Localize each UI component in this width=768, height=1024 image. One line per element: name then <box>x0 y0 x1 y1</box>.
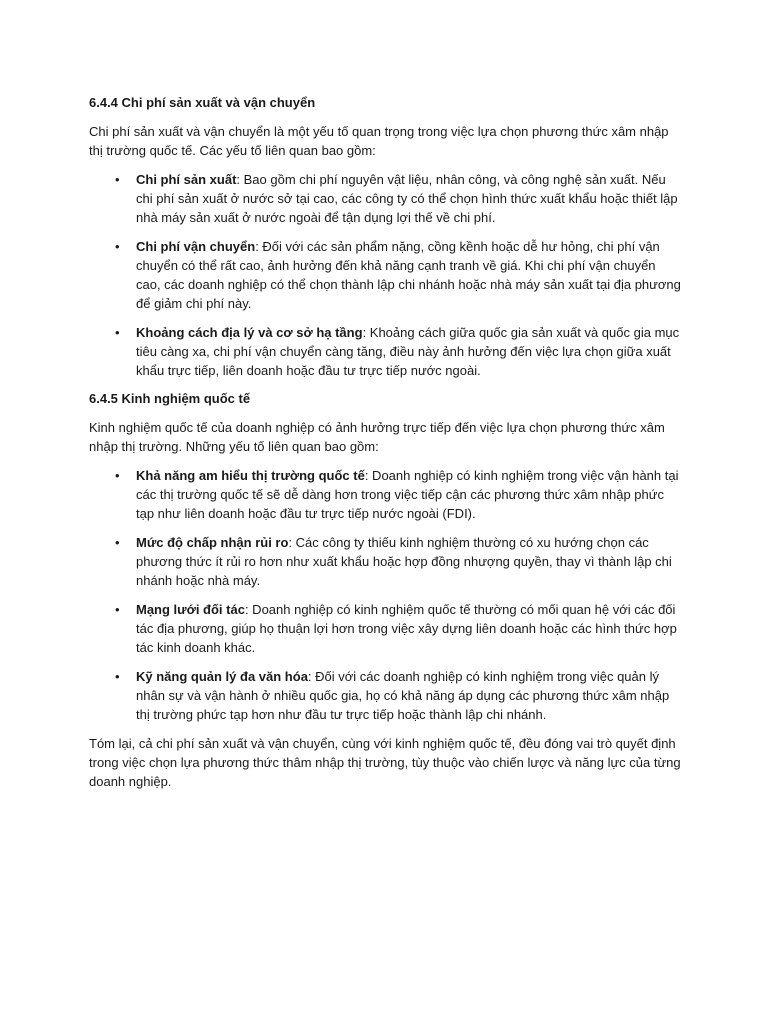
section-heading-6-4-4: 6.4.4 Chi phí sản xuất và vận chuyển <box>89 95 316 110</box>
bullet-icon: • <box>115 239 120 254</box>
bullet-list-6-4-4 <box>89 170 682 380</box>
bullet-icon: • <box>115 468 120 483</box>
item-term: Chi phí vận chuyển <box>136 239 256 254</box>
list-item <box>89 600 682 657</box>
item-term: Kỹ năng quản lý đa văn hóa <box>136 669 308 684</box>
item-term: Chi phí sản xuất <box>136 172 237 187</box>
list-item <box>89 323 682 380</box>
list-item <box>89 533 682 590</box>
section-intro-6-4-5: Kinh nghiệm quốc tế của doanh nghiệp có ảnh hưởng trực tiếp đến việc lựa chọn phương thức xâm nhập thị trường. Những yếu tố liên quan bao gồm: <box>89 420 665 454</box>
section-heading-6-4-5: 6.4.5 Kinh nghiệm quốc tế <box>89 391 251 406</box>
item-text: : Các công ty thiếu kinh nghiệm thường có xu hướng chọn các phương thức ít rủi ro hơn như xuất khẩu hoặc hợp đồng nhượng quyền, thay vì thành lập chi nhánh hoặc nhà máy. <box>136 535 672 588</box>
item-text: : Đối với các doanh nghiệp có kinh nghiệm trong việc quản lý nhân sự và vận hành ở nhiều quốc gia, họ có khả năng áp dụng các phương thức xâm nhập thị trường phức tạp hơn như đầu tư trực tiếp hoặc thành lập chi nhánh. <box>136 669 670 722</box>
item-term: Mạng lưới đối tác <box>136 602 245 617</box>
bullet-icon: • <box>115 172 120 187</box>
bullet-list-6-4-5 <box>89 466 682 724</box>
list-item <box>89 237 682 313</box>
item-term: Khoảng cách địa lý và cơ sở hạ tầng <box>136 325 363 340</box>
item-text: : Đối với các sản phẩm nặng, cồng kềnh hoặc dễ hư hỏng, chi phí vận chuyển có thể rất cao, ảnh hưởng đến khả năng cạnh tranh về giá. Khi chi phí vận chuyển cao, các doanh nghiệp có thể chọn thành lập chi nhánh hoặc nhà máy sản xuất tại địa phương để giảm chi phí này. <box>136 239 681 311</box>
bullet-icon: • <box>115 325 120 340</box>
bullet-icon: • <box>115 602 120 617</box>
item-text: : Doanh nghiệp có kinh nghiệm quốc tế thường có mối quan hệ với các đối tác địa phương, giúp họ thuận lợi hơn trong việc xây dựng liên doanh hoặc các hình thức hợp tác kinh doanh khác. <box>136 602 677 655</box>
list-item <box>89 170 682 227</box>
list-item <box>89 466 682 523</box>
item-term: Mức độ chấp nhận rủi ro <box>136 535 289 550</box>
item-text: : Khoảng cách giữa quốc gia sản xuất và quốc gia mục tiêu càng xa, chi phí vận chuyển càng tăng, điều này ảnh hưởng đến việc lựa chọn giữa xuất khẩu trực tiếp, liên doanh hoặc đầu tư trực tiếp nước ngoài. <box>136 325 680 378</box>
list-item <box>89 667 682 724</box>
item-term: Khả năng am hiểu thị trường quốc tế <box>136 468 365 483</box>
item-text: : Doanh nghiệp có kinh nghiệm trong việc vận hành tại các thị trường quốc tế sẽ dễ dàng hơn trong việc tiếp cận các phương thức xâm nhập phức tạp như liên doanh hoặc đầu tư trực tiếp nước ngoài (FDI). <box>136 468 679 521</box>
section-intro-6-4-4: Chi phí sản xuất và vận chuyển là một yếu tố quan trọng trong việc lựa chọn phương thức xâm nhập thị trường quốc tế. Các yếu tố liên quan bao gồm: <box>89 124 669 158</box>
conclusion-paragraph: Tóm lại, cả chi phí sản xuất và vận chuyển, cùng với kinh nghiệm quốc tế, đều đóng vai trò quyết định trong việc chọn lựa phương thức thâm nhập thị trường, tùy thuộc vào chiến lược và năng lực của từng doanh nghiệp. <box>89 736 681 789</box>
bullet-icon: • <box>115 669 120 684</box>
bullet-icon: • <box>115 535 120 550</box>
item-text: : Bao gồm chi phí nguyên vật liệu, nhân công, và công nghệ sản xuất. Nếu chi phí sản xuất ở nước sở tại cao, các công ty có thể chọn hình thức xuất khẩu hoặc thiết lập nhà máy sản xuất ở nước ngoài để tận dụng lợi thế về chi phí. <box>136 172 678 225</box>
